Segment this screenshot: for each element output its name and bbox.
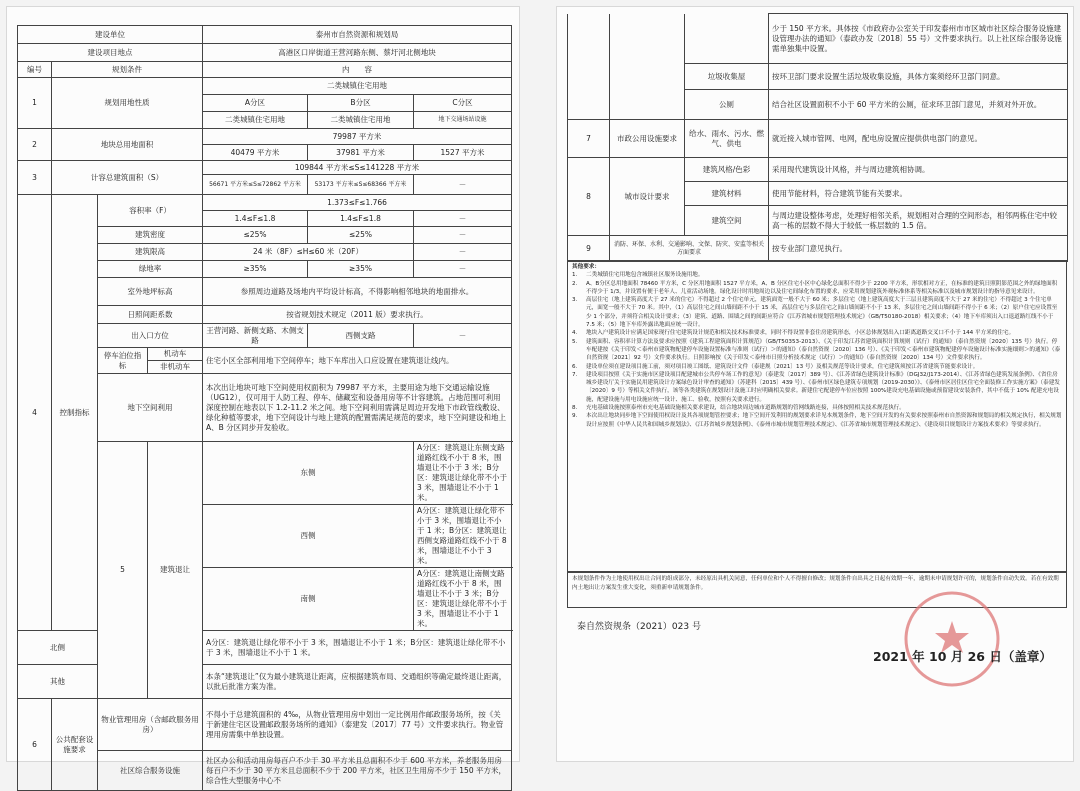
note-text: 二类城镇住宅用地包含城镇社区服务设施用地。 bbox=[586, 271, 1062, 279]
parking-value: 住宅小区全部利用地下空间停车；地下车库出入口应设置在建筑退让线内。 bbox=[203, 348, 512, 374]
note-item bbox=[572, 296, 1062, 329]
green-c: － bbox=[414, 261, 512, 278]
other-dept-label: 消防、环保、水利、交通影响、文保、防灾、安监等相关方面要求 bbox=[610, 236, 769, 262]
location-value: 高港区口岸街道王营河路东侧、蔡圩河北侧地块 bbox=[203, 44, 512, 62]
west-value: A分区：建筑退让绿化带不小于 3 米，围墙退让不小于 1 米；B分区：建筑退让西侧支路道路红线不小于 8 米，围墙退让不小于 3 米。 bbox=[414, 505, 512, 568]
other-value: 本条“建筑退让”仅为最小建筑退让距离，应根据建筑布局、交通组织等确定最终退让距离，以批后批准方案为准。 bbox=[203, 665, 512, 699]
property-label: 物业管理用房（含邮政服务用房） bbox=[98, 699, 203, 751]
space-label: 建筑空间 bbox=[685, 206, 769, 236]
far-total: 1.373≤F≤1.766 bbox=[203, 195, 512, 211]
note-text: 地块入户建筑设计应满足国家现行住宅建筑设计规范和相关技术标准要求，同时不得设置非套住房建筑形态，小区总体规划出入口距离道路交叉口不小于 144 平方米的住宅。 bbox=[586, 329, 1062, 337]
row-number: 2 bbox=[18, 129, 52, 161]
far-label: 容积率（F） bbox=[98, 195, 203, 227]
note-number: 1. bbox=[572, 271, 586, 279]
other-label: 其他 bbox=[18, 665, 98, 699]
community-value: 社区办公和活动用房每百户不少于 30 平方米且总面积不少于 600 平方米，养老服务用房每百户不少于 30 平方米且总面积不少于 200 平方米，社区卫生用房不少于 150 平方米，综合性大型服务中心不 bbox=[203, 751, 512, 791]
note-number: 2. bbox=[572, 280, 586, 297]
note-text: 建设项目按照《关于实施市区建设项目配建城市公共停车场工作的意见》（泰建发〔2017〕389 号）、《江苏省绿色建筑设计标准》（DGJ32/J173-2014）、《江苏省绿色建筑发展条例》、《省住房城乡建设厅关于实施民用建筑设计方案绿色设计审查的通知》（苏建科〔2015〕439 号）、《泰州市区绿色建筑专项规划（2019-2030）》、《泰州市区居住区住宅全面装修工作实施方案》（泰建发〔2020〕9 号）等相关文件执行，该等各类建筑在规划设计及施工时应明确相关要求。新建住宅配建停车位应按照 100%建设充电基础设施或预留建设安装条件，其中不低于 10% 配建充电设施，配建设施与用电设施应统一设计、施工、验收，按照有关要求进行。 bbox=[586, 371, 1062, 404]
floor-area-total: 109844 平方米≤S≤141228 平方米 bbox=[203, 161, 512, 175]
entrance-c: － bbox=[414, 324, 512, 348]
note-text: 本次出让地块同步地下空间使用权设计及其各项规划管控要求；地下空间开发利用的规划要求详见本规划条件，地下空间开发的有关要求按照泰州市自然资源和规划局的相关规定执行，相关规划设计应按照《中华人民共和国城乡规划法》、《江苏省城乡规划条例》、《泰州市城市规划管理技术规定》、《江苏省城市规划管理技术规定》、《建设项目规划设计方案技术要求》等要求执行。 bbox=[586, 412, 1062, 429]
zone-c-use: 地下交通场站设施 bbox=[414, 112, 512, 129]
community-label: 社区综合服务设施 bbox=[98, 751, 203, 791]
floor-area-b: 53173 平方米≤S≤68366 平方米 bbox=[308, 175, 414, 195]
east-value: A分区：建筑退让东侧支路道路红线不小于 8 米，围墙退让不小于 3 米；B分区：建筑退让绿化带不小于 3 米，围墙退让不小于 1 米。 bbox=[414, 442, 512, 505]
density-a: ≤25% bbox=[203, 227, 308, 244]
header-item: 规划条件 bbox=[52, 62, 203, 78]
far-c: － bbox=[414, 211, 512, 227]
notes-title: 其他要求： bbox=[572, 263, 1062, 271]
row-number: 8 bbox=[568, 158, 610, 236]
unit-value: 泰州市自然资源和规划局 bbox=[203, 26, 512, 44]
entrance-label: 出入口方位 bbox=[98, 324, 203, 348]
note-text: 建设单位须在建设项目施工前，须对项目竣工图纸、建筑设计文件（泰建规〔2021〕13 号）及相关规范等设计要求，住宅建筑须按江苏省建筑节能要求设计。 bbox=[586, 363, 1062, 371]
note-item bbox=[572, 280, 1062, 297]
east-label: 东侧 bbox=[203, 442, 414, 505]
underground-label: 地下空间利用 bbox=[98, 374, 203, 442]
other-dept-value: 按专业部门意见执行。 bbox=[769, 236, 1068, 262]
issue-date: 2021 年 10 月 26 日（盖章） bbox=[873, 647, 1052, 665]
parking-nonmotor: 非机动车 bbox=[148, 361, 203, 374]
note-number: 3. bbox=[572, 296, 586, 329]
parking-label: 停车泊位指标 bbox=[98, 348, 148, 374]
density-label: 建筑密度 bbox=[98, 227, 203, 244]
entrance-a: 王营河路、新侧支路、木侧支路 bbox=[203, 324, 308, 348]
planning-conditions-table-left bbox=[17, 25, 512, 791]
style-value: 采用现代建筑设计风格，并与周边建筑相协调。 bbox=[769, 158, 1068, 182]
north-value: A分区：建筑退让绿化带不小于 3 米，围墙退让不小于 1 米；B分区：建筑退让绿化带不小于 3 米，围墙退让不小于 1 米。 bbox=[203, 631, 512, 665]
setback-label: 建筑退让 bbox=[148, 442, 203, 699]
zone-a-use: 二类城镇住宅用地 bbox=[203, 112, 308, 129]
density-c: － bbox=[414, 227, 512, 244]
garbage-value: 按环卫部门要求设置生活垃圾收集设施，具体方案须经环卫部门同意。 bbox=[769, 64, 1068, 90]
land-use-value: 二类城镇住宅用地 bbox=[203, 78, 512, 95]
west-label: 西侧 bbox=[203, 505, 414, 568]
note-text: 高层住宅（地上建筑高度大于 27 米的住宅）不得超过 2 个住宅单元，建筑面宽一般不大于 60 米；多层住宅（地上建筑高度大于三层且建筑高度不大于 27 米的住宅）不得超过 3 个住宅单元，面宽一般不大于 70 米。其中，（1）高层住宅之间山墙间距不小于 15 米，高层住宅与多层住宅之间山墙间距不小于 13 米，多层住宅之间山墙间距不得小于 6 米；（2）原户住宅应设置至少 1 个部分，并须符合相关设计要求；（3）建筑、道路、围墙之间的间距应符合《江苏省城市规划管理技术规定》（GB/T50180-2018）相关要求；（4）地下车库须出入口退道路红线不小于 7.5 米；（5）地下车库外露出地面应统一设计。 bbox=[586, 296, 1062, 329]
note-item bbox=[572, 404, 1062, 412]
grade-label: 室外地坪标高 bbox=[98, 278, 203, 306]
note-item bbox=[572, 271, 1062, 279]
garbage-label: 垃圾收集屋 bbox=[685, 64, 769, 90]
note-item bbox=[572, 371, 1062, 404]
floor-area-a: 56671 平方米≤S≤72862 平方米 bbox=[203, 175, 308, 195]
location-label: 建设项目地点 bbox=[18, 44, 203, 62]
entrance-b: 西侧支路 bbox=[308, 324, 414, 348]
unit-label: 建设单位 bbox=[18, 26, 203, 44]
row-number: 4 bbox=[18, 195, 52, 631]
note-item bbox=[572, 338, 1062, 363]
land-use-label: 规划用地性质 bbox=[52, 78, 203, 129]
site-area-label: 地块总用地面积 bbox=[52, 129, 203, 161]
note-number: 4. bbox=[572, 329, 586, 337]
right-page bbox=[556, 6, 1074, 762]
municipal-label: 市政公用设施要求 bbox=[610, 120, 685, 158]
control-index-label: 控制指标 bbox=[52, 195, 98, 631]
underground-value: 本次出让地块可地下空间使用权面积为 79987 平方米，主要用途为地下交通运输设施（UG12），仅可用于人防工程、停车、储藏室和设备用房等不计容建筑。占地范围可利用深度控制在地表以下 1.2-11.2 米之间。地下空间利用需满足周边开发地下市政管线敷设、绿化种植等要求，地下空间设计与地上建筑的配置需满足规范的要求，地下空间建设和地上 A、B 分区同步开发验收。 bbox=[203, 374, 512, 442]
height-c: － bbox=[414, 244, 512, 261]
note-text: A、B分区总用地面积 78460 平方米，C 分区用地面积 1527 平方米，A、B 分区住宅小区中心绿化总面积不得少于 2200 平方米，形状相对方正，在标准的建筑日照阴影范围之外的绿地面积不得少于 1/3，并设置有便于老年人、儿童活动场地。绿化设计时用地周边以及住宅间绿化布置的要求，应采用规划建筑外观标准体系等相关标准以及城市规划设计的指导意见来设计。 bbox=[586, 280, 1062, 297]
far-a: 1.4≤F≤1.8 bbox=[203, 211, 308, 227]
official-seal bbox=[902, 589, 1002, 689]
site-area-a: 40479 平方米 bbox=[203, 145, 308, 161]
note-item bbox=[572, 412, 1062, 429]
community-value-cont: 少于 150 平方米。具体按《市政府办公室关于印发泰州市市区城市社区综合服务设施建设管理办法的通知》（泰政办发〔2018〕55 号）文件要求执行。以上社区综合服务设施需单独集中设置。 bbox=[769, 14, 1068, 64]
other-requirements bbox=[567, 260, 1067, 572]
density-b: ≤25% bbox=[308, 227, 414, 244]
row-number: 9 bbox=[568, 236, 610, 262]
municipal-value: 就近接入城市管网、电网，配电房设置应提供供电部门的意见。 bbox=[769, 120, 1068, 158]
note-number: 7. bbox=[572, 371, 586, 404]
site-area-total: 79987 平方米 bbox=[203, 129, 512, 145]
site-area-c: 1527 平方米 bbox=[414, 145, 512, 161]
note-item bbox=[572, 363, 1062, 371]
green-label: 绿地率 bbox=[98, 261, 203, 278]
zone-b-header: B分区 bbox=[308, 95, 414, 112]
note-number: 5. bbox=[572, 338, 586, 363]
header-number: 编号 bbox=[18, 62, 52, 78]
property-value: 不得小于总建筑面积的 4‰，从物业管理用房中划出一定比例用作邮政服务场所，按《关于新建住宅区设置邮政服务场所的通知》（泰建发〔2017〕77 号）文件要求执行。物业管理用房需集中单独设置。 bbox=[203, 699, 512, 751]
grade-value: 参照周边道路及场地内平均设计标高，不得影响相邻地块的地面排水。 bbox=[203, 278, 512, 306]
material-label: 建筑材料 bbox=[685, 182, 769, 206]
row-number: 3 bbox=[18, 161, 52, 195]
note-number: 9. bbox=[572, 412, 586, 429]
note-text: 建筑面积、容积率计算方法及要求应按照《建筑工程建筑面积计算规范》（GB/T50353-2013）、《关于印发江苏省建筑面积计算规则（试行）的通知》（泰自然资规〔2020〕135 号）执行。停车配建按《关于印发＜泰州市建筑物配建停车设施设置标准与准则（试行）＞的通知》（泰自然资规〔2020〕136 号）、《关于印发＜泰州市建筑物配建停车设施设计标准实施细则＞的通知》（泰自然资规〔2021〕92 号）文件要求执行。日照影响按《关于印发＜泰州市日照分析技术规定（试行）＞的通知》（泰自然资规〔2020〕134 号）文件要求执行。 bbox=[586, 338, 1062, 363]
row-number: 1 bbox=[18, 78, 52, 129]
toilet-label: 公厕 bbox=[685, 90, 769, 120]
space-value: 与周边建设整体考虑，处理好相邻关系，规划相对合理的空间形态，相邻两栋住宅中较高一栋的层数不得大于较低一栋层数的 1.5 倍。 bbox=[769, 206, 1068, 236]
municipal-sub: 给水、雨水、污水、燃气、供电 bbox=[685, 120, 769, 158]
sunlight-value: 按省规划技术规定（2011 版）要求执行。 bbox=[203, 306, 512, 324]
row-number: 7 bbox=[568, 120, 610, 158]
row-number: 5 bbox=[98, 442, 148, 699]
north-label: 北侧 bbox=[18, 631, 98, 665]
site-area-b: 37981 平方米 bbox=[308, 145, 414, 161]
south-value: A分区：建筑退让南侧支路道路红线不小于 8 米，围墙退让不小于 3 米；B分区：建筑退让绿化带不小于 3 米，围墙退让不小于 1 米。 bbox=[414, 568, 512, 631]
height-label: 建筑限高 bbox=[98, 244, 203, 261]
left-page bbox=[6, 6, 520, 762]
zone-b-use: 二类城镇住宅用地 bbox=[308, 112, 414, 129]
green-b: ≥35% bbox=[308, 261, 414, 278]
public-facility-label: 公共配套设施要求 bbox=[52, 699, 98, 791]
note-text: 充电基础设施按照泰州市充电基础设施相关要求建设，结合地块周边城市道路规划的管网线路连接，具体按照相关技术规范执行。 bbox=[586, 404, 1062, 412]
urban-design-label: 城市设计要求 bbox=[610, 158, 685, 236]
sunlight-label: 日照间距系数 bbox=[98, 306, 203, 324]
planning-conditions-table-right bbox=[567, 13, 1068, 262]
floor-area-c: － bbox=[414, 175, 512, 195]
zone-a-header: A分区 bbox=[203, 95, 308, 112]
note-item bbox=[572, 329, 1062, 337]
document-number: 泰自然资规条（2021）023 号 bbox=[577, 619, 701, 632]
south-label: 南侧 bbox=[203, 568, 414, 631]
notes-list bbox=[572, 271, 1062, 429]
zone-c-header: C分区 bbox=[414, 95, 512, 112]
note-number: 8. bbox=[572, 404, 586, 412]
far-b: 1.4≤F≤1.8 bbox=[308, 211, 414, 227]
note-number: 6. bbox=[572, 363, 586, 371]
parking-motor: 机动车 bbox=[148, 348, 203, 361]
green-a: ≥35% bbox=[203, 261, 308, 278]
style-label: 建筑风格/色彩 bbox=[685, 158, 769, 182]
height-ab: 24 米（8F）≤H≤60 米（20F） bbox=[203, 244, 414, 261]
floor-area-label: 计容总建筑面积（S） bbox=[52, 161, 203, 195]
toilet-value: 结合社区设置面积不小于 60 平方米的公厕，征求环卫部门意见，并须对外开放。 bbox=[769, 90, 1068, 120]
row-number: 6 bbox=[18, 699, 52, 791]
header-content: 内 容 bbox=[203, 62, 512, 78]
material-value: 使用节能材料，符合建筑节能有关要求。 bbox=[769, 182, 1068, 206]
validity-footer: 本规划条件作为土地使用权出让合同的组成部分，未经原出具机关同意，任何单位和个人不得擅自修改；规划条件自出具之日起有效期一年，逾期未申请规划许可的，规划条件自动失效。若在有效期内土地出让方案发生重大变化，须重新申请规划条件。 bbox=[567, 572, 1067, 608]
